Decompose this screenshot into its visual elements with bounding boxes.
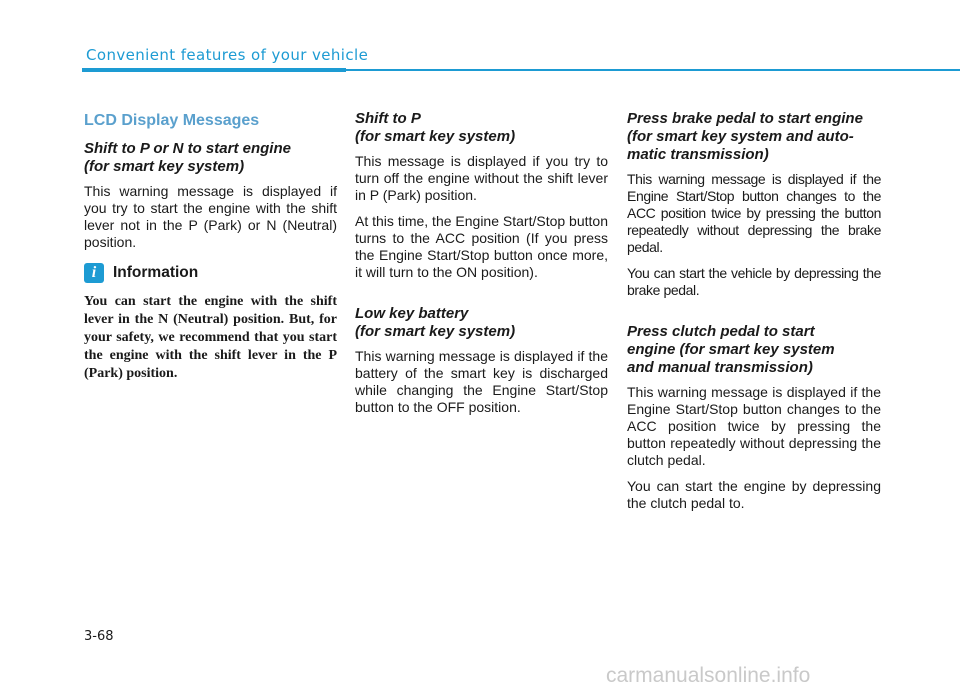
subheading-line: matic transmission) bbox=[627, 146, 769, 163]
info-title: Information bbox=[113, 264, 199, 281]
subheading-line: Shift to P bbox=[355, 110, 421, 127]
section-title: LCD Display Messages bbox=[84, 112, 260, 129]
subheading-line: Press brake pedal to start engine bbox=[627, 110, 863, 127]
subheading-shift-to-p bbox=[355, 110, 608, 146]
subheading-line: Press clutch pedal to start bbox=[627, 323, 815, 340]
spacer bbox=[627, 308, 881, 323]
subheading-line: and manual transmission) bbox=[627, 359, 813, 376]
subheading-press-clutch-pedal bbox=[627, 323, 881, 377]
paragraph: You can start the engine by depressing the clutch pedal to. bbox=[627, 478, 881, 511]
header-title: Convenient features of your vehicle bbox=[86, 46, 369, 64]
subheading-shift-p-or-n bbox=[84, 140, 337, 176]
column-middle bbox=[355, 110, 608, 425]
subheading-line: Shift to P or N to start engine bbox=[84, 140, 291, 157]
info-header bbox=[84, 263, 337, 283]
spacer bbox=[355, 290, 608, 305]
subheading-line: (for smart key system) bbox=[355, 128, 516, 145]
info-text: You can start the engine with the shift lever in the N (Neutral) position. But, for your safety, we recommend that you start the engine with the shift lever in the P (Park) position. bbox=[84, 294, 337, 381]
subheading-line: (for smart key system and auto- bbox=[627, 128, 854, 145]
info-icon: i bbox=[84, 263, 104, 283]
subheading-line: (for smart key system) bbox=[84, 158, 245, 175]
subheading-line: Low key battery bbox=[355, 305, 469, 322]
paragraph: This warning message is displayed if the Engine Start/Stop button changes to the ACC position twice by pressing the button repeatedly without depressing the brake pedal. bbox=[627, 171, 881, 255]
column-left bbox=[84, 110, 337, 383]
page-number: 3-68 bbox=[84, 629, 114, 644]
watermark: carmanualsonline.info bbox=[606, 664, 811, 687]
subheading-line: engine (for smart key system bbox=[627, 341, 835, 358]
paragraph: This warning message is displayed if you try to start the engine with the shift lever not in the P (Park) or N (Neutral) position. bbox=[84, 183, 337, 250]
paragraph: You can start the vehicle by depressing the brake pedal. bbox=[627, 265, 881, 298]
column-right bbox=[627, 110, 881, 521]
subheading-press-brake-pedal bbox=[627, 110, 881, 164]
paragraph: This warning message is displayed if the battery of the smart key is discharged while changing the Engine Start/Stop button to the OFF position. bbox=[355, 348, 608, 415]
header-rule-thin bbox=[346, 69, 960, 71]
subheading-low-key-battery bbox=[355, 305, 608, 341]
paragraph: This message is displayed if you try to turn off the engine without the shift lever in P (Park) position. bbox=[355, 153, 608, 203]
subheading-line: (for smart key system) bbox=[355, 323, 516, 340]
header-rule-thick bbox=[82, 68, 346, 72]
paragraph: At this time, the Engine Start/Stop button turns to the ACC position (If you press the Engine Start/Stop button once more, it will turn to the ON position). bbox=[355, 213, 608, 280]
paragraph: This warning message is displayed if the Engine Start/Stop button changes to the ACC position twice by pressing the button repeatedly without depressing the clutch pedal. bbox=[627, 384, 881, 468]
